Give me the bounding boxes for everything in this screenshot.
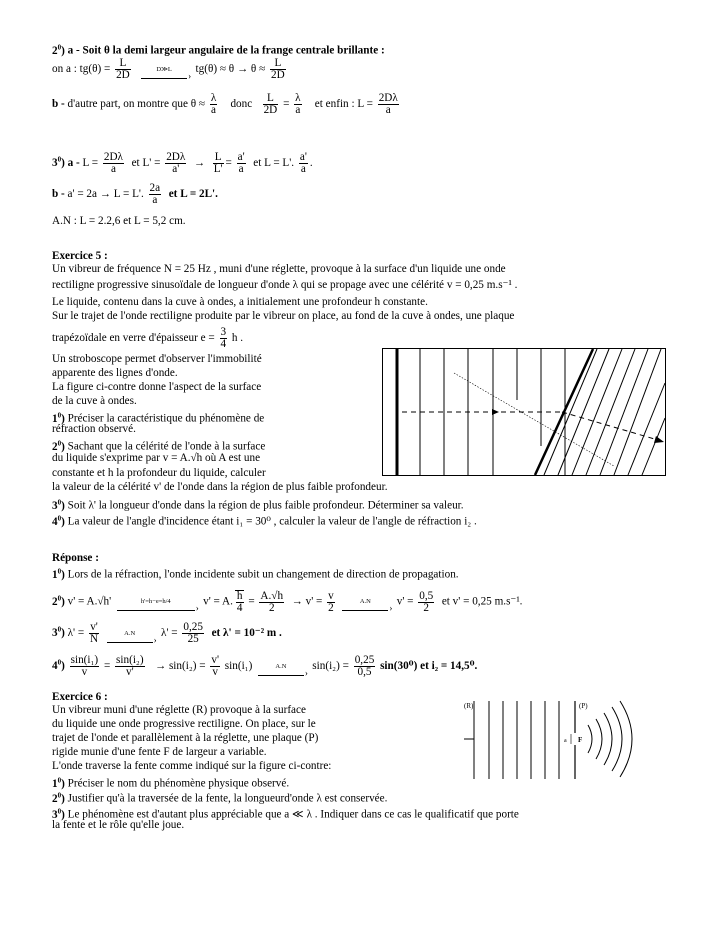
ex5-q2-cont: la valeur de la célérité v' de l'onde dans la région de plus faible profondeur. [52, 481, 388, 493]
ex5-side-line: apparente des lignes d'onde. [52, 367, 178, 379]
reponse-1: $1^0$) Lors de la réfraction, l'onde incidente subit un changement de direction de propagation. [52, 567, 459, 581]
ex5-para-line: rectiligne progressive sinusoïdale de longueur d'onde λ qui se propage avec une célérité v = 0,25 m.s⁻¹ . [52, 279, 518, 291]
q3a-equation: $3^0$) a - L = $\frac{2D\lambda}{a}$ et L' = $\frac{2D\lambda}{a'}$ → $\frac{L}{L'}$ = $\frac{a'}{a}$ et L = L'. $\frac{a'}{a}$ . [52, 151, 313, 175]
ex5-side-line: de la cuve à ondes. [52, 395, 137, 407]
reponse-2: $2^0$) v' = A.√h' h'=h−e=h/4 › v' = A. $\frac{h}{4}$ = $\frac{A.√h}{2}$ → v' = $\frac{v}{2}$ A.N › v' = $\frac{0,5}{2}$ et v' = 0,25 m.s⁻¹. [52, 589, 523, 614]
ex5-q2: $2^0$) Sachant que la célérité de l'onde à la surface [52, 439, 266, 453]
label-P: (P) [579, 702, 588, 710]
q3b-equation: b - a' = 2a → L = L'. $\frac{2a}{a}$ et L = 2L'. [52, 182, 218, 206]
ex6-line: L'onde traverse la fente comme indiqué sur la figure ci-contre: [52, 760, 332, 772]
implies-arrow: D≫L › [141, 63, 187, 77]
diffraction-figure [458, 695, 680, 785]
ex5-para-line: trapézoïdale en verre d'épaisseur e = $\frac{3}{4}$ h . [52, 326, 244, 350]
ex6-q3-cont: la fente et le rôle qu'elle joue. [52, 819, 185, 831]
label-F: F [578, 736, 583, 744]
q2b-equation: b - d'autre part, on montre que θ ≈ $\frac{\lambda}{a}$ donc $\frac{L}{2D}$ = $\frac{\lambda}{a}$ et enfin : L = $\frac{2D\lambda}{a}$ [52, 92, 398, 116]
ex5-para-line: Un vibreur de fréquence N = 25 Hz , muni d'une réglette, provoque à la surface d'un liquide une onde [52, 263, 506, 275]
ex6-q1: $1^0$) Préciser le nom du phénomène physique observé. [52, 776, 290, 790]
label-a: a [564, 738, 567, 744]
reponse-4: $4^0$) $\frac{\text{sin(i₁)}}{v}$ = $\frac{\text{sin(i₂)}}{v'}$ → sin(i₂) = $\frac{v'}{v}$ sin(i₁) A.N › sin(i₂) = $\frac{0,25}{0,5}$ sin(30⁰) et i₂ = 14,5⁰. [52, 654, 478, 678]
ex5-para-line: Le liquide, contenu dans la cuve à ondes, a initialement une profondeur h constante. [52, 296, 428, 308]
ex5-title: Exercice 5 : [52, 250, 108, 262]
ex6-line: trajet de l'onde et parallèlement à la réglette, une plaque (P) [52, 732, 319, 744]
ex5-q1-cont: réfraction observé. [52, 423, 136, 435]
ex6-q2: $2^0$) Justifier qu'à la traversée de la fente, la longueurd'onde λ est conservée. [52, 791, 388, 805]
q2a-line: $2^0$) a - Soit θ la demi largeur angulaire de la frange centrale brillante : [52, 43, 385, 57]
ex6-q3: $3^0$) Le phénomène est d'autant plus appréciable que a ≪ λ . Indiquer dans ce cas le qualificatif que porte [52, 807, 519, 821]
refraction-figure [382, 348, 666, 476]
reponse-3: $3^0$) λ' = $\frac{v'}{N}$ A.N › λ' = $\frac{0,25}{25}$ et λ' = 10⁻² m . [52, 621, 282, 645]
label-R: (R) [464, 702, 474, 710]
ex5-q2-cont: du liquide s'exprime par v = A.√h où A est une [52, 452, 261, 464]
q2a-equation: on a : tg(θ) = $\frac{L}{2D}$ D≫L › tg(θ) ≈ θ → θ ≈ $\frac{L}{2D}$ [52, 57, 285, 81]
ex6-title: Exercice 6 : [52, 691, 108, 703]
ex5-side-line: La figure ci-contre donne l'aspect de la surface [52, 381, 262, 393]
ex6-line: du liquide une onde progressive rectiligne. On place, sur le [52, 718, 316, 730]
reponse-title: Réponse : [52, 552, 99, 564]
ex5-q1: $1^0$) Préciser la caractéristique du phénomène de [52, 411, 265, 425]
ex5-q4: $4^0$) La valeur de l'angle d'incidence étant i₁ = 30⁰ , calculer la valeur de l'angle de réfraction i₂ . [52, 514, 477, 528]
ex5-q3: $3^0$) Soit λ' la longueur d'onde dans la région de plus faible profondeur. Déterminer sa valeur. [52, 498, 464, 512]
ex5-side-line: Un stroboscope permet d'observer l'immobilité [52, 353, 262, 365]
ex5-para-line: Sur le trajet de l'onde rectiligne produite par le vibreur on place, au fond de la cuve à ondes, une plaque [52, 310, 515, 322]
q3-numeric-application: A.N : L = 2.2,6 et L = 5,2 cm. [52, 215, 186, 227]
ex6-line: rigide munie d'une fente F de largeur a variable. [52, 746, 267, 758]
ex6-line: Un vibreur muni d'une réglette (R) provoque à la surface [52, 704, 306, 716]
ex5-q2-cont: constante et h la profondeur du liquide, calculer [52, 467, 266, 479]
